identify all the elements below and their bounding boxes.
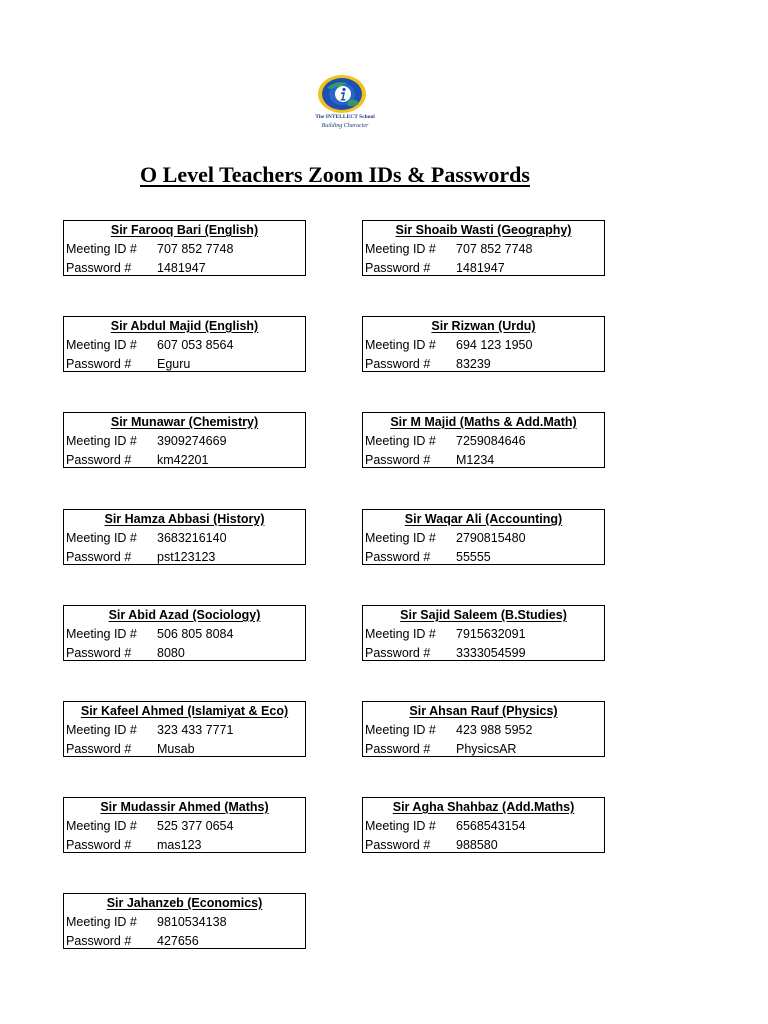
teacher-card xyxy=(362,797,605,853)
meeting-id-value: 6568543154 xyxy=(456,819,526,833)
school-logo xyxy=(305,74,385,136)
teacher-name: Sir Abid Azad (Sociology) xyxy=(108,608,261,622)
password-label: Password # xyxy=(365,838,431,852)
teacher-name: Sir Kafeel Ahmed (Islamiyat & Eco) xyxy=(80,704,289,718)
password-label: Password # xyxy=(66,550,132,564)
meeting-id-label: Meeting ID # xyxy=(365,242,436,256)
meeting-id-label: Meeting ID # xyxy=(66,434,137,448)
teacher-name: Sir Mudassir Ahmed (Maths) xyxy=(100,800,269,814)
password-value: 427656 xyxy=(157,934,199,948)
password-label: Password # xyxy=(66,742,132,756)
teacher-card xyxy=(63,797,306,853)
password-value: km42201 xyxy=(157,453,209,467)
password-value: pst123123 xyxy=(157,550,216,564)
teacher-card xyxy=(63,412,306,468)
meeting-id-label: Meeting ID # xyxy=(365,627,436,641)
teacher-card xyxy=(362,605,605,661)
teacher-name: Sir Agha Shahbaz (Add.Maths) xyxy=(392,800,575,814)
intellect-globe-icon xyxy=(305,74,385,114)
teacher-card xyxy=(63,316,306,372)
meeting-id-value: 3683216140 xyxy=(157,531,227,545)
password-label: Password # xyxy=(365,261,431,275)
meeting-id-label: Meeting ID # xyxy=(66,338,137,352)
meeting-id-label: Meeting ID # xyxy=(66,627,137,641)
logo-brand-line: The INTELLECT School xyxy=(315,114,375,120)
meeting-id-label: Meeting ID # xyxy=(365,723,436,737)
password-value: 988580 xyxy=(456,838,498,852)
teacher-name: Sir Ahsan Rauf (Physics) xyxy=(409,704,558,718)
password-value: 1481947 xyxy=(456,261,505,275)
password-label: Password # xyxy=(66,357,132,371)
teacher-card xyxy=(63,605,306,661)
password-label: Password # xyxy=(66,646,132,660)
password-value: mas123 xyxy=(157,838,202,852)
password-value: 8080 xyxy=(157,646,185,660)
meeting-id-value: 607 053 8564 xyxy=(157,338,234,352)
meeting-id-value: 506 805 8084 xyxy=(157,627,234,641)
teacher-card xyxy=(362,220,605,276)
password-value: Eguru xyxy=(157,357,191,371)
meeting-id-value: 694 123 1950 xyxy=(456,338,533,352)
teacher-name: Sir Sajid Saleem (B.Studies) xyxy=(400,608,567,622)
teacher-name: Sir Munawar (Chemistry) xyxy=(110,415,259,429)
teacher-card xyxy=(63,220,306,276)
teacher-name: Sir Hamza Abbasi (History) xyxy=(104,512,265,526)
teacher-card xyxy=(362,701,605,757)
meeting-id-value: 3909274669 xyxy=(157,434,227,448)
teacher-name: Sir Shoaib Wasti (Geography) xyxy=(395,223,572,237)
password-label: Password # xyxy=(365,453,431,467)
meeting-id-value: 707 852 7748 xyxy=(157,242,234,256)
meeting-id-label: Meeting ID # xyxy=(66,531,137,545)
teacher-card xyxy=(63,509,306,565)
teacher-card xyxy=(63,893,306,949)
password-value: M1234 xyxy=(456,453,495,467)
teacher-card xyxy=(63,701,306,757)
password-value: PhysicsAR xyxy=(456,742,517,756)
teacher-name: Sir M Majid (Maths & Add.Math) xyxy=(390,415,577,429)
meeting-id-value: 7259084646 xyxy=(456,434,526,448)
meeting-id-value: 2790815480 xyxy=(456,531,526,545)
teacher-name: Sir Jahanzeb (Economics) xyxy=(106,896,263,910)
teacher-name: Sir Waqar Ali (Accounting) xyxy=(404,512,563,526)
meeting-id-label: Meeting ID # xyxy=(66,819,137,833)
meeting-id-label: Meeting ID # xyxy=(365,819,436,833)
password-label: Password # xyxy=(365,646,431,660)
password-value: 83239 xyxy=(456,357,491,371)
meeting-id-label: Meeting ID # xyxy=(66,915,137,929)
meeting-id-value: 423 988 5952 xyxy=(456,723,533,737)
password-label: Password # xyxy=(66,453,132,467)
password-label: Password # xyxy=(66,261,132,275)
password-label: Password # xyxy=(66,934,132,948)
password-value: 55555 xyxy=(456,550,491,564)
meeting-id-label: Meeting ID # xyxy=(66,242,137,256)
page-title: O Level Teachers Zoom IDs & Passwords xyxy=(140,162,530,187)
password-label: Password # xyxy=(365,742,431,756)
teacher-name: Sir Abdul Majid (English) xyxy=(110,319,259,333)
teacher-card xyxy=(362,509,605,565)
teacher-card xyxy=(362,316,605,372)
meeting-id-value: 323 433 7771 xyxy=(157,723,234,737)
meeting-id-value: 525 377 0654 xyxy=(157,819,234,833)
meeting-id-value: 9810534138 xyxy=(157,915,227,929)
password-value: Musab xyxy=(157,742,195,756)
password-value: 1481947 xyxy=(157,261,206,275)
logo-tagline: Building Character xyxy=(321,123,369,129)
meeting-id-value: 7915632091 xyxy=(456,627,526,641)
password-label: Password # xyxy=(365,357,431,371)
password-label: Password # xyxy=(66,838,132,852)
meeting-id-label: Meeting ID # xyxy=(365,434,436,448)
meeting-id-label: Meeting ID # xyxy=(365,531,436,545)
meeting-id-label: Meeting ID # xyxy=(66,723,137,737)
teacher-name: Sir Farooq Bari (English) xyxy=(110,223,259,237)
meeting-id-value: 707 852 7748 xyxy=(456,242,533,256)
meeting-id-label: Meeting ID # xyxy=(365,338,436,352)
password-value: 3333054599 xyxy=(456,646,526,660)
teacher-name: Sir Rizwan (Urdu) xyxy=(431,319,536,333)
password-label: Password # xyxy=(365,550,431,564)
teacher-card xyxy=(362,412,605,468)
